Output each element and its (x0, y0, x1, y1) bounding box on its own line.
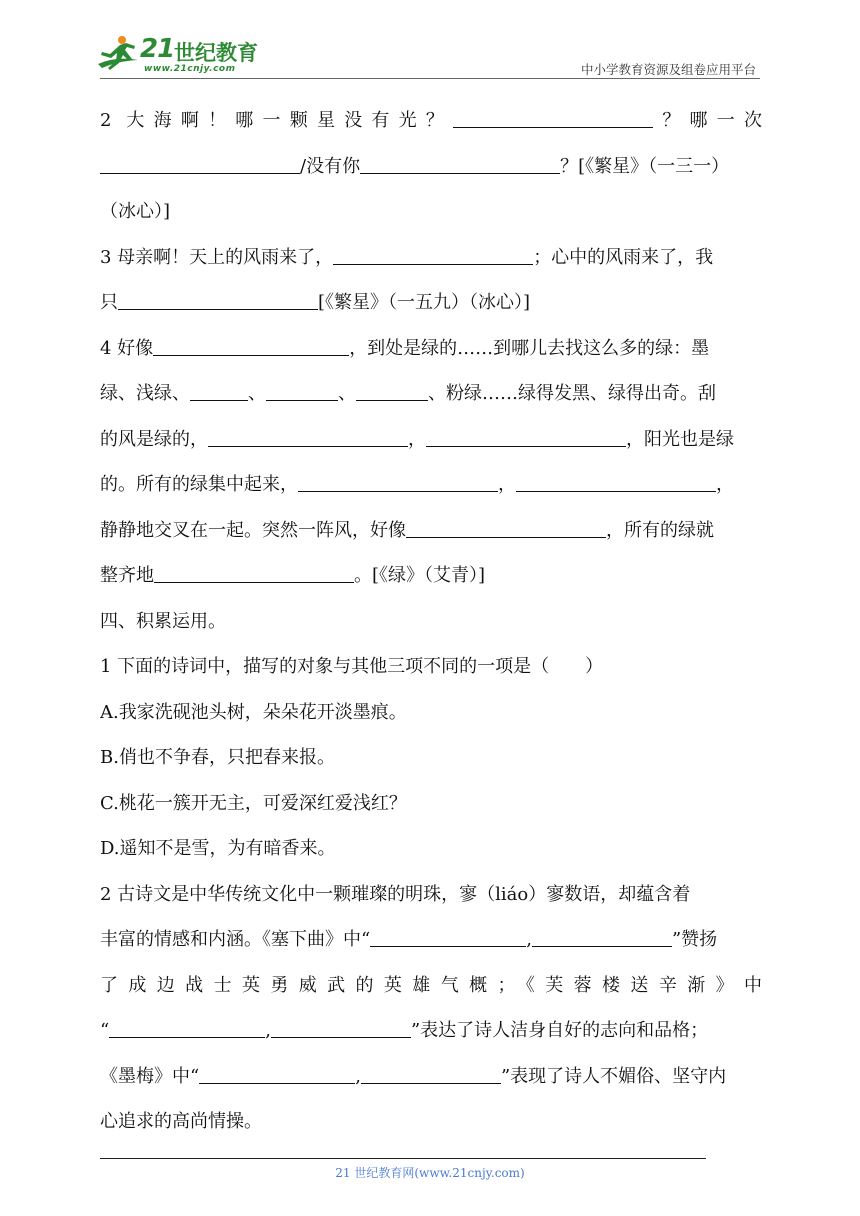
question-2-line-3 (100, 189, 762, 235)
answer-blank[interactable] (153, 338, 349, 356)
answer-blank[interactable] (118, 292, 318, 310)
poetry-question-line-6: 心追求的高尚情操。 (100, 1111, 262, 1132)
answer-blank[interactable] (298, 474, 498, 492)
page-header (0, 0, 860, 82)
answer-blank[interactable] (266, 383, 338, 401)
question-4-line-6 (100, 553, 762, 599)
answer-blank[interactable] (333, 247, 533, 265)
option-d[interactable]: D.遥知不是雪，为有暗香来。 (100, 838, 336, 859)
question-4-line-4 (100, 462, 762, 508)
answer-blank[interactable] (154, 565, 354, 583)
text-segment: , (265, 1020, 271, 1041)
text-segment: , (526, 929, 532, 950)
answer-blank[interactable] (453, 110, 653, 128)
text-segment: 只 (100, 292, 118, 313)
text-segment: [《繁星》（一五九）（冰心）] (318, 292, 531, 313)
question-2-line-1 (100, 98, 762, 144)
logo-number: 21 (140, 34, 175, 64)
option-a[interactable]: A.我家洗砚池头树，朵朵花开淡墨痕。 (100, 701, 407, 723)
text-segment: （冰心）] (100, 201, 171, 222)
answer-blank[interactable] (109, 1020, 265, 1038)
question-3-line-2 (100, 280, 762, 326)
text-segment: ， (498, 474, 516, 495)
text-segment: ？[《繁星》（一三一） (560, 155, 730, 177)
poetry-question-line-5 (100, 1054, 762, 1100)
worksheet-content (100, 98, 762, 1145)
text-segment: 、粉绿……绿得发黑、绿得出奇。刮 (428, 383, 716, 404)
text-segment: 整齐地 (100, 565, 154, 586)
answer-blank[interactable] (190, 383, 248, 401)
text-segment: ，阳光也是绿 (626, 428, 734, 450)
answer-blank[interactable] (532, 929, 672, 947)
text-segment: ？哪一次 (653, 110, 762, 131)
text-segment: 的风是绿的， (100, 428, 208, 450)
question-4-line-1 (100, 326, 762, 372)
section-heading: 四、积累运用。 (100, 610, 226, 632)
answer-blank[interactable] (271, 1020, 411, 1038)
answer-blank[interactable] (426, 429, 626, 447)
site-logo[interactable] (96, 34, 266, 76)
text-segment: ， (716, 474, 734, 495)
text-segment: 4 好像 (100, 337, 154, 359)
multiple-choice-question: 1 下面的诗词中，描写的对象与其他三项不同的一项是（ ） (100, 656, 604, 677)
text-segment: /没有你 (300, 155, 361, 177)
option-b[interactable]: B.俏也不争春，只把春来报。 (100, 747, 335, 768)
question-4-line-5 (100, 508, 762, 554)
footer-divider (100, 1158, 706, 1159)
text-segment: 、 (248, 383, 266, 404)
text-segment: 绿、浅绿、 (100, 383, 190, 404)
text-segment: 。[《绿》（艾青）] (354, 565, 486, 586)
logo-text: 世纪教育 (174, 41, 258, 65)
poetry-question-line-2 (100, 917, 762, 963)
runner-logo-icon (96, 34, 140, 76)
question-4-line-2 (100, 371, 762, 417)
option-c[interactable]: C.桃花一簇开无主，可爱深红爱浅红？ (100, 792, 407, 814)
text-segment: ”表达了诗人洁身自好的志向和品格； (410, 1020, 709, 1041)
answer-blank[interactable] (100, 156, 300, 174)
poetry-question-line-3: 了成边战士英勇威武的英雄气概；《芙蓉楼送辛渐》中 (100, 974, 762, 996)
answer-blank[interactable] (361, 1066, 501, 1084)
text-segment: 《墨梅》中“ (100, 1065, 200, 1087)
answer-blank[interactable] (356, 383, 428, 401)
header-divider (100, 78, 760, 79)
text-segment: ，所有的绿就 (606, 519, 714, 541)
answer-blank[interactable] (208, 429, 408, 447)
text-segment: ， (408, 428, 426, 450)
header-tagline: 中小学教育资源及组卷应用平台 (580, 62, 756, 77)
answer-blank[interactable] (516, 474, 716, 492)
text-segment: 、 (338, 383, 356, 404)
poetry-question-line-4 (100, 1008, 762, 1054)
footer-link[interactable]: 21 世纪教育网(www.21cnjy.com) (335, 1166, 525, 1180)
text-segment: ”表现了诗人不媚俗、坚守内 (500, 1065, 727, 1087)
text-segment: , (355, 1065, 361, 1087)
poetry-question-line-1: 2 古诗文是中华传统文化中一颗璀璨的明珠，寥（liáo）寥数语，却蕴含着 (100, 883, 691, 905)
text-segment: 静静地交叉在一起。突然一阵风，好像 (100, 519, 406, 541)
text-segment: 的。所有的绿集中起来， (100, 474, 298, 495)
question-3-line-1 (100, 235, 762, 281)
text-segment: ，到处是绿的……到哪儿去找这么多的绿：墨 (349, 337, 710, 359)
text-segment: ；心中的风雨来了，我 (533, 246, 714, 268)
question-2-line-2 (100, 144, 762, 190)
answer-blank[interactable] (199, 1066, 355, 1084)
text-segment: “ (100, 1020, 110, 1041)
answer-blank[interactable] (406, 520, 606, 538)
answer-blank[interactable] (370, 929, 526, 947)
text-segment: 3 母亲啊！天上的风雨来了， (100, 246, 334, 268)
answer-blank[interactable] (360, 156, 560, 174)
text-segment: 2 大海啊！哪一颗星没有光？ (100, 110, 454, 131)
text-segment: ”赞扬 (671, 929, 718, 950)
text-segment: 丰富的情感和内涵。《塞下曲》中“ (100, 929, 371, 950)
logo-url: www.21cnjy.com (144, 64, 236, 74)
question-4-line-3 (100, 417, 762, 463)
